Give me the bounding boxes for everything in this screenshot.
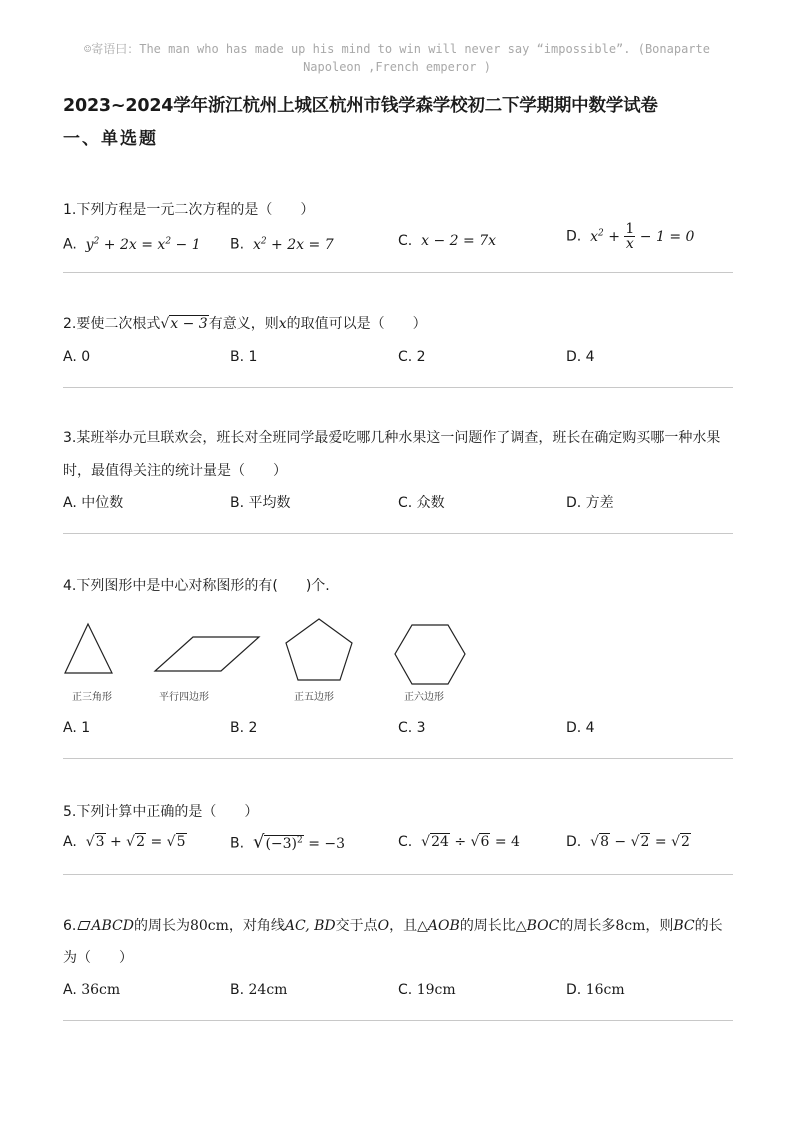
option-letter: A. xyxy=(63,982,77,998)
option-b[interactable] xyxy=(230,829,345,855)
stem-text: 的周长多 xyxy=(559,918,616,934)
motto-line-2: Napoleon ,French emperor ) xyxy=(303,60,491,74)
option-formula: $√(-3)^2 = -3$ xyxy=(252,831,346,853)
option-d[interactable] xyxy=(566,222,694,251)
stem-text-1: 2.要使二次根式 xyxy=(63,316,161,332)
option-value: 24cm xyxy=(248,982,288,998)
option-letter: C. xyxy=(398,834,413,850)
option-c[interactable] xyxy=(398,831,520,853)
stem-math: ABCD xyxy=(91,918,134,934)
stem-text-3: 的取值可以是（ ） xyxy=(286,316,427,332)
question-stem-line-2: 时，最值得关注的统计量是（ ） xyxy=(63,463,287,479)
shape-label-triangle: 正三角形 xyxy=(72,692,112,703)
option-letter: A. xyxy=(63,236,77,253)
motto-line-1: ☺寄语曰：The man who has made up his mind to win will never say “impossible”. (Bonaparte xyxy=(84,42,710,56)
option-letter: D. xyxy=(566,982,582,998)
option-value: 16cm xyxy=(585,982,625,998)
option-b[interactable]: B. 平均数 xyxy=(230,495,291,511)
divider xyxy=(63,1020,733,1021)
motto-banner xyxy=(0,40,794,76)
option-b[interactable]: B. 2 xyxy=(230,720,258,736)
stem-var: x xyxy=(278,316,287,332)
option-formula: $x^2$ + $\frac{1}{x}$ − 1 = 0 xyxy=(585,221,695,253)
option-c[interactable] xyxy=(398,230,496,252)
option-c[interactable]: C. 众数 xyxy=(398,495,445,511)
stem-text-2: 有意义，则 xyxy=(208,316,279,332)
option-letter: A. xyxy=(63,834,77,850)
option-formula: $x^2 + 2x = 7$ xyxy=(248,236,334,253)
divider xyxy=(63,533,733,534)
question-stem xyxy=(63,314,427,334)
stem-math: BOC xyxy=(526,918,560,934)
stem-math: 80cm xyxy=(189,918,229,934)
option-letter: B. xyxy=(230,236,245,253)
option-formula: √8 − √2 = √2 xyxy=(590,834,690,850)
option-letter: D. xyxy=(566,834,582,850)
option-a[interactable]: A. 0 xyxy=(63,349,91,365)
stem-num: 6. xyxy=(63,918,77,934)
option-c[interactable]: C. 2 xyxy=(398,349,426,365)
stem-text: ，对角线 xyxy=(228,918,285,934)
option-letter: B. xyxy=(230,835,245,852)
option-formula: x − 2 = 7x xyxy=(416,233,497,249)
option-letter: B. xyxy=(230,982,245,998)
option-d[interactable] xyxy=(566,831,691,853)
stem-text: 交于点 xyxy=(335,918,378,934)
divider xyxy=(63,272,733,273)
option-a[interactable]: A. 1 xyxy=(63,720,91,736)
stem-math: AOB xyxy=(427,918,460,934)
option-d[interactable]: D. 方差 xyxy=(566,495,614,511)
option-letter: C. xyxy=(398,233,413,249)
stem-text: 的周长比△ xyxy=(459,918,527,934)
hexagon-shape xyxy=(395,625,465,684)
option-d[interactable]: D. 4 xyxy=(566,349,595,365)
question-stem: 4.下列图形中是中心对称图形的有( )个. xyxy=(63,578,330,594)
stem-text: ，则 xyxy=(645,918,674,934)
option-b[interactable] xyxy=(230,979,287,1001)
option-letter: C. xyxy=(398,982,413,998)
option-a[interactable] xyxy=(63,979,120,1001)
shape-label-hexagon: 正六边形 xyxy=(404,692,444,703)
section-heading: 一、单选题 xyxy=(63,129,158,149)
option-a[interactable]: A. 中位数 xyxy=(63,495,124,511)
option-c[interactable] xyxy=(398,979,456,1001)
option-formula: $y^2 + 2x = x^2 - 1$ xyxy=(81,236,201,253)
stem-text: ，且△ xyxy=(389,918,428,934)
option-value: 19cm xyxy=(416,982,456,998)
option-value: 36cm xyxy=(81,982,121,998)
exam-title: 2023~2024学年浙江杭州上城区杭州市钱学森学校初二下学期期中数学试卷 xyxy=(63,96,658,116)
option-formula: √3 + √2 = √5 xyxy=(85,834,186,850)
option-letter: D. xyxy=(566,228,582,245)
option-formula: √24 ÷ √6 = 4 xyxy=(421,834,520,850)
shape-label-parallelogram: 平行四边形 xyxy=(159,692,209,703)
question-stem-line-1: 3.某班举办元旦联欢会，班长对全班同学最爱吃哪几种水果这一问题作了调查，班长在确定购买哪一种水果 xyxy=(63,430,721,446)
question-stem-line-1 xyxy=(63,916,723,936)
stem-math: BC xyxy=(673,918,695,934)
pentagon-shape xyxy=(286,619,352,680)
option-d[interactable] xyxy=(566,979,625,1001)
stem-text: 的长 xyxy=(694,918,723,934)
divider xyxy=(63,874,733,875)
shape-label-pentagon: 正五边形 xyxy=(294,692,334,703)
radical: √x − 3 xyxy=(160,316,208,332)
stem-math: O xyxy=(377,918,390,934)
option-d[interactable]: D. 4 xyxy=(566,720,595,736)
parallelogram-shape xyxy=(155,637,259,671)
divider xyxy=(63,758,733,759)
stem-math: 8cm xyxy=(615,918,646,934)
divider xyxy=(63,387,733,388)
question-stem: 1.下列方程是一元二次方程的是（ ） xyxy=(63,202,315,218)
stem-text: 的周长为 xyxy=(133,918,190,934)
option-b[interactable]: B. 1 xyxy=(230,349,258,365)
parallelogram-symbol xyxy=(78,921,91,930)
stem-math: AC, BD xyxy=(284,918,336,934)
question-stem-line-2: 为（ ） xyxy=(63,950,133,966)
shapes-figure xyxy=(63,616,483,686)
option-b[interactable] xyxy=(230,230,334,256)
option-a[interactable] xyxy=(63,831,187,853)
question-stem: 5.下列计算中正确的是（ ） xyxy=(63,804,259,820)
triangle-shape xyxy=(65,624,112,673)
option-a[interactable] xyxy=(63,230,201,256)
radicand: x − 3 xyxy=(170,316,208,332)
option-c[interactable]: C. 3 xyxy=(398,720,426,736)
